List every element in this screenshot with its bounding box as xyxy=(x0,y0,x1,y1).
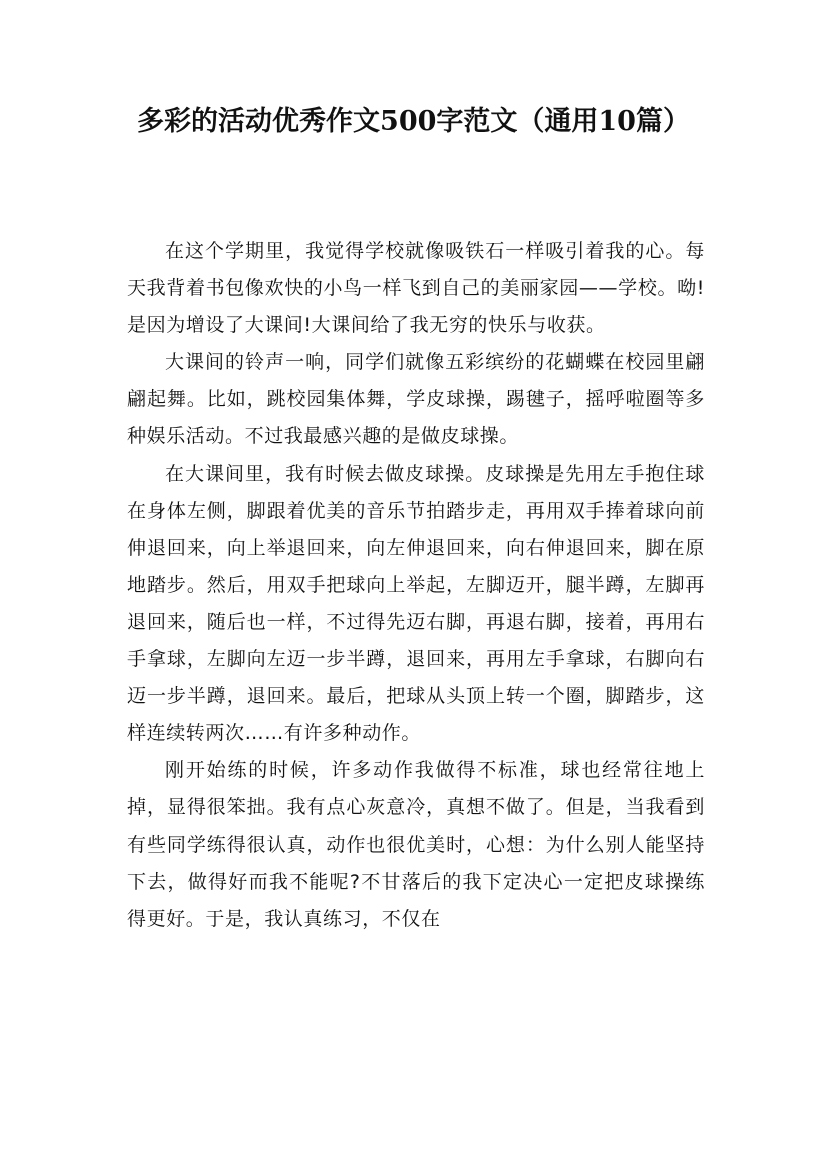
document-title: 多彩的活动优秀作文500字范文（通用10篇） xyxy=(137,106,690,137)
paragraph-4: 刚开始练的时候，许多动作我做得不标准，球也经常往地上掉，显得很笨拙。我有点心灰意冷，真想不做了。但是，当我看到有些同学练得很认真，动作也很优美时，心想：为什么别人能坚持下去，做得好而我不能呢?不甘落后的我下定决心一定把皮球操练得更好。于是，我认真练习，不仅在 xyxy=(127,759,705,930)
paragraph-1: 在这个学期里，我觉得学校就像吸铁石一样吸引着我的心。每天我背着书包像欢快的小鸟一样飞到自己的美丽家园——学校。呦!是因为增设了大课间!大课间给了我无穷的快乐与收获。 xyxy=(127,240,705,337)
paragraph-3: 在大课间里，我有时候去做皮球操。皮球操是先用左手抱住球在身体左侧，脚跟着优美的音乐节拍踏步走，再用双手捧着球向前伸退回来，向上举退回来，向左伸退回来，向右伸退回来，脚在原地踏步。然后，用双手把球向上举起，左脚迈开，腿半蹲，左脚再退回来，随后也一样，不过得先迈右脚，再退右脚，接着，再用右手拿球，左脚向左迈一步半蹲，退回来，再用左手拿球，右脚向右迈一步半蹲，退回来。最后，把球从头顶上转一个圈，脚踏步，这样连续转两次……有许多种动作。 xyxy=(127,462,705,745)
paragraph-2: 大课间的铃声一响，同学们就像五彩缤纷的花蝴蝶在校园里翩翩起舞。比如，跳校园集体舞，学皮球操，踢毽子，摇呼啦圈等多种娱乐活动。不过我最感兴趣的是做皮球操。 xyxy=(127,351,705,448)
document-body xyxy=(127,233,705,938)
